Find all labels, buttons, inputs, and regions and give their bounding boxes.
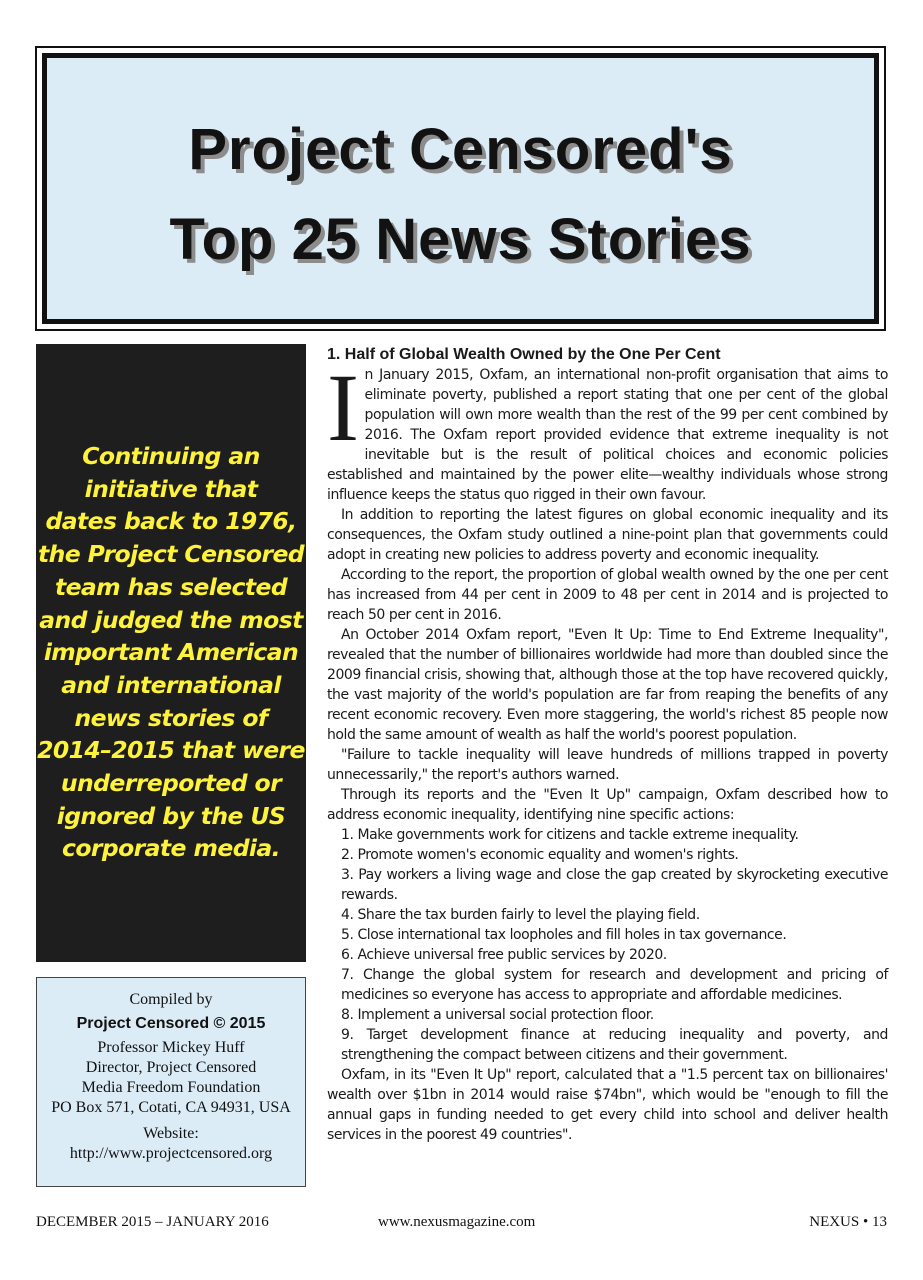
footer-website[interactable]: www.nexusmagazine.com — [378, 1214, 536, 1230]
list-item: 2. Promote women's economic equality and women's rights. — [341, 847, 739, 863]
article-paragraph: An October 2014 Oxfam report, "Even It Up: Time to End Extreme Inequality", revealed that the number of billionaires worldwide had more than doubled since the 2009 financial crisis, showing that, although those at the top have recovered quickly, the vast majority of the world's population are far from reaping the benefits of any recent economic recovery. Even more staggering, the world's richest 85 people now hold the same amount of wealth as half the world's poorest population. — [327, 627, 888, 743]
article-paragraph: According to the report, the proportion of global wealth owned by the one per cent has increased from 44 per cent in 2009 to 48 per cent in 2014 and is projected to reach 50 per cent in 2016. — [327, 567, 888, 623]
intro-line: Continuing an — [82, 442, 260, 470]
credits-role: Director, Project Censored — [85, 1059, 257, 1076]
intro-line: initiative that — [84, 474, 258, 503]
intro-line: the Project Censored — [37, 540, 305, 569]
intro-line: corporate media. — [62, 834, 280, 863]
credits-org: Project Censored © 2015 — [76, 1015, 266, 1032]
website-label: Website: — [143, 1125, 199, 1142]
list-item: 9. Target development finance at reducing inequality and poverty, and strengthening the compact between citizens and their government. — [341, 1027, 888, 1063]
list-item: 4. Share the tax burden fairly to level the playing field. — [341, 907, 700, 923]
credits-foundation: Media Freedom Foundation — [81, 1079, 261, 1096]
list-item: 5. Close international tax loopholes and fill holes in tax governance. — [341, 927, 787, 943]
article-paragraph: In January 2015, Oxfam, an international non-profit organisation that aims to eliminate poverty, published a report stating that one per cent of the global population will own more wealth than the rest of the 99 per cent combined by 2016. The Oxfam report provided evidence that extreme inequality is not inevitable but is the result of political choices and economic policies established and maintained by the power elite—wealthy individuals whose strong influence keeps the status quo rigged in their own favour. — [327, 354, 888, 503]
list-item: 8. Implement a universal social protection floor. — [341, 1007, 654, 1023]
intro-sidebar — [36, 344, 306, 962]
intro-line: and international — [61, 670, 281, 699]
credits-address: PO Box 571, Cotati, CA 94931, USA — [51, 1099, 291, 1116]
footer-date: DECEMBER 2015 – JANUARY 2016 — [36, 1214, 269, 1230]
intro-text — [36, 440, 306, 865]
title-banner-panel — [42, 53, 879, 324]
intro-line: dates back to 1976, — [45, 507, 297, 536]
intro-line: ignored by the US — [56, 801, 286, 830]
drop-cap: I — [327, 354, 359, 461]
intro-line: 2014–2015 that were — [37, 736, 305, 765]
list-item: 7. Change the global system for research and development and pricing of medicines so everyone has access to appropriate and affordable medicines. — [341, 967, 888, 1003]
page-title-line-2: Top 25 News Stories — [169, 207, 752, 272]
list-item: 6. Achieve universal free public services by 2020. — [341, 947, 667, 963]
intro-line: team has selected — [54, 572, 288, 601]
article-paragraph: "Failure to tackle inequality will leave hundreds of millions trapped in poverty unnecessarily," the report's authors warned. — [327, 747, 888, 783]
article-paragraph: Through its reports and the "Even It Up" campaign, Oxfam described how to address economic inequality, identifying nine specific actions: — [327, 787, 888, 823]
intro-line: and judged the most — [39, 605, 303, 634]
footer-page-number: NEXUS • 13 — [809, 1214, 887, 1230]
list-item: 3. Pay workers a living wage and close the gap created by skyrocketing executive rewards. — [341, 867, 888, 903]
article-paragraph: In addition to reporting the latest figures on global economic inequality and its consequences, the Oxfam study outlined a nine-point plan that governments could adopt in creating new policies to address poverty and economic inequality. — [327, 507, 888, 563]
intro-line: underreported or — [60, 769, 282, 798]
intro-line: news stories of — [74, 703, 268, 732]
page-title-line-1: Project Censored's — [188, 117, 733, 182]
article-heading: 1. Half of Global Wealth Owned by the One Per Cent — [327, 346, 721, 363]
website-link[interactable]: http://www.projectcensored.org — [69, 1145, 273, 1162]
compiled-by-label: Compiled by — [129, 991, 213, 1008]
intro-line: important American — [43, 638, 299, 667]
credits-box — [36, 977, 306, 1187]
credits-person: Professor Mickey Huff — [97, 1039, 245, 1056]
title-banner — [35, 46, 886, 331]
article-column — [327, 345, 888, 1145]
list-item: 1. Make governments work for citizens and tackle extreme inequality. — [341, 827, 799, 843]
action-list — [327, 825, 888, 1065]
article-paragraph: Oxfam, in its "Even It Up" report, calculated that a "1.5 percent tax on billionaires' wealth over $1bn in 2014 would raise $74bn", which would be "enough to fill the annual gaps in funding needed to get every child into school and deliver health services in the poorest 49 countries". — [327, 1067, 888, 1143]
